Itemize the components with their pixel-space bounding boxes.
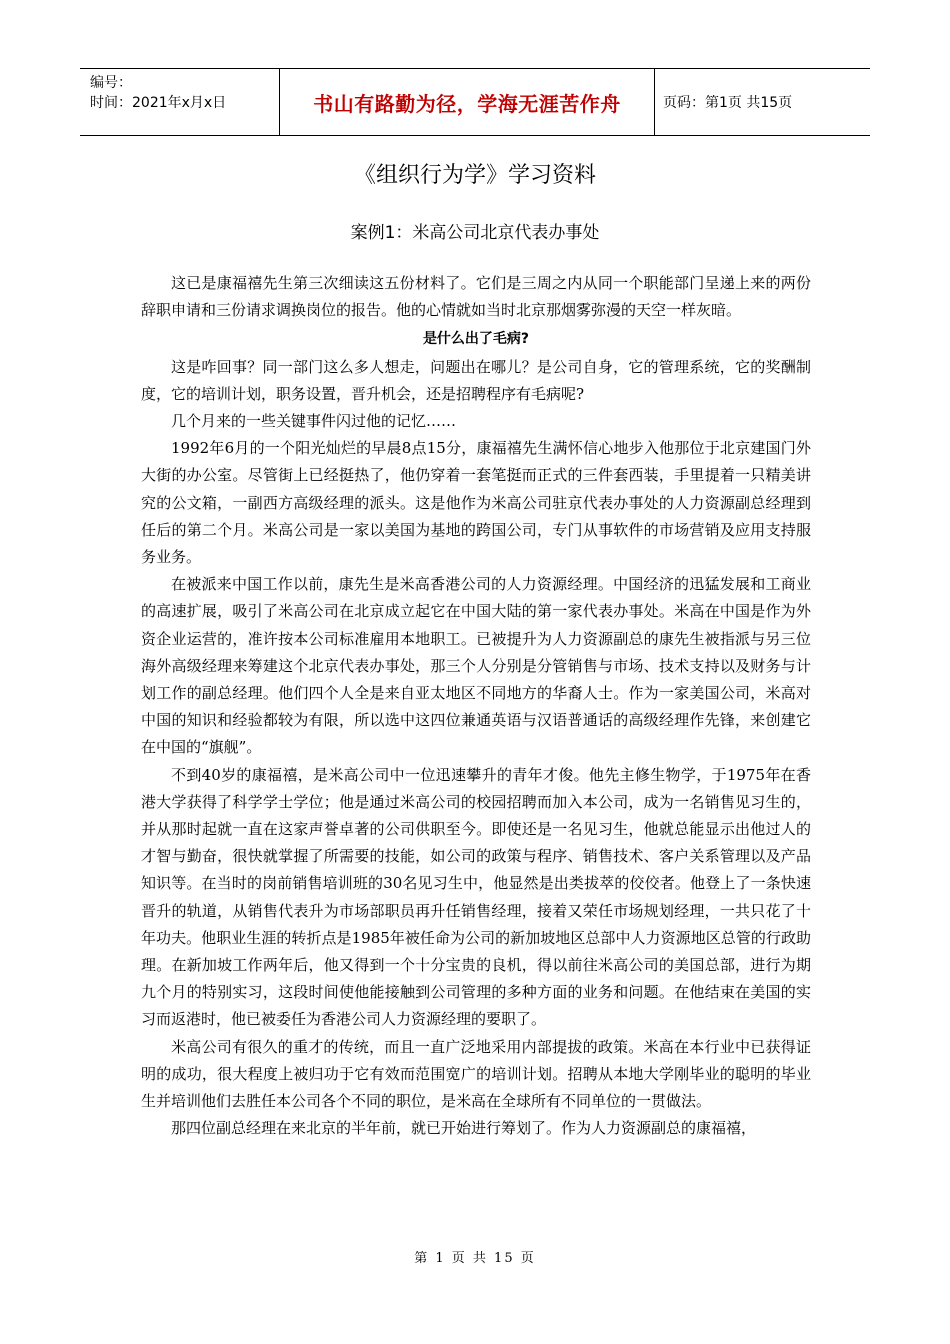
section-heading: 是什么出了毛病? <box>422 331 530 348</box>
header-motto-cell <box>280 69 655 135</box>
document-number-label: 编号： <box>90 75 132 91</box>
page-footer: 第 1 页 共 15 页 <box>414 1251 536 1266</box>
paragraph-7: 米高公司有很久的重才的传统，而且一直广泛地采用内部提拔的政策。米高在本行业中已获得证明的成功，很大程度上被归功于它有效而范围宽广的培训计划。招聘从本地大学刚毕业的聪明的毕业生并培训他们去胜任本公司各个不同的职位，是米高在全球所有不同单位的一贯做法。 <box>141 1037 811 1111</box>
header-table <box>80 68 870 136</box>
document-title: 《组织行为学》学习资料 <box>353 163 596 188</box>
paragraph-2: 这是咋回事？同一部门这么多人想走，问题出在哪儿？是公司自身，它的管理系统，它的奖酬制度，它的培训计划，职务设置，晋升机会，还是招聘程序有毛病呢? <box>141 357 811 403</box>
paragraph-4: 1992年6月的一个阳光灿烂的早晨8点15分，康福禧先生满怀信心地步入他那位于北京建国门外大街的办公室。尽管街上已经挺热了，他仍穿着一套笔挺而正式的三件套西装，手里提着一只精美讲究的公文箱，一副西方高级经理的派头。这是他作为米高公司驻京代表办事处的人力资源副总经理到任后的第二个月。米高公司是一家以美国为基地的跨国公司，专门从事软件的市场营销及应用支持服务业务。 <box>141 439 811 567</box>
document-time-label: 时间：2021年x月x日 <box>90 95 227 111</box>
case-title: 案例1：米高公司北京代表办事处 <box>350 223 600 243</box>
header-page-cell <box>655 69 870 135</box>
paragraph-5: 在被派来中国工作以前，康先生是米高香港公司的人力资源经理。中国经济的迅猛发展和工商业的高速扩展，吸引了米高公司在北京成立起它在中国大陆的第一家代表办事处。米高在中国是作为外资企业运营的，准许按本公司标准雇用本地职工。已被提升为人力资源副总的康先生被指派与另三位海外高级经理来筹建这个北京代表办事处，那三个人分别是分管销售与市场、技术支持以及财务与计划工作的副总经理。他们四个人全是来自亚太地区不同地方的华裔人士。作为一家美国公司，米高对中国的知识和经验都较为有限，所以选中这四位兼通英语与汉语普通话的高级经理作先锋，来创建它在中国的“旗舰”。 <box>141 575 811 757</box>
paragraph-6: 不到40岁的康福禧，是米高公司中一位迅速攀升的青年才俊。他先主修生物学，于1975年在香港大学获得了科学学士学位；他是通过米高公司的校园招聘而加入本公司，成为一名销售见习生的，并从那时起就一直在这家声誉卓著的公司供职至今。即使还是一名见习生，他就总能显示出他过人的才智与勤奋，很快就掌握了所需要的技能，如公司的政策与程序、销售技术、客户关系管理以及产品知识等。在当时的岗前销售培训班的30名见习生中，他显然是出类拔萃的佼佼者。他登上了一条快速晋升的轨道，从销售代表升为市场部职员再升任销售经理，接着又荣任市场规划经理，一共只花了十年功夫。他职业生涯的转折点是1985年被任命为公司的新加坡地区总部中人力资源地区总管的行政助理。在新加坡工作两年后，他又得到一个十分宝贵的良机，得以前往米高公司的美国总部，进行为期九个月的特别实习，这段时间使他能接触到公司管理的多种方面的业务和问题。在他结束在美国的实习而返港时，他已被委任为香港公司人力资源经理的要职了。 <box>141 765 811 1029</box>
paragraph-8: 那四位副总经理在来北京的半年前，就已开始进行筹划了。作为人力资源副总的康福禧， <box>171 1119 757 1138</box>
paragraph-1: 这已是康福禧先生第三次细读这五份材料了。它们是三周之内从同一个职能部门呈递上来的两份辞职申请和三份请求调换岗位的报告。他的心情就如当时北京那烟雾弥漫的天空一样灰暗。 <box>141 274 811 320</box>
paragraph-3: 几个月来的一些关键事件闪过他的记忆…… <box>171 412 457 431</box>
header-meta-cell <box>80 69 280 135</box>
document-body <box>141 270 811 1143</box>
header-motto: 书山有路勤为径，学海无涯苦作舟 <box>313 91 621 116</box>
header-page-info: 页码：第1页 共15页 <box>663 95 793 111</box>
